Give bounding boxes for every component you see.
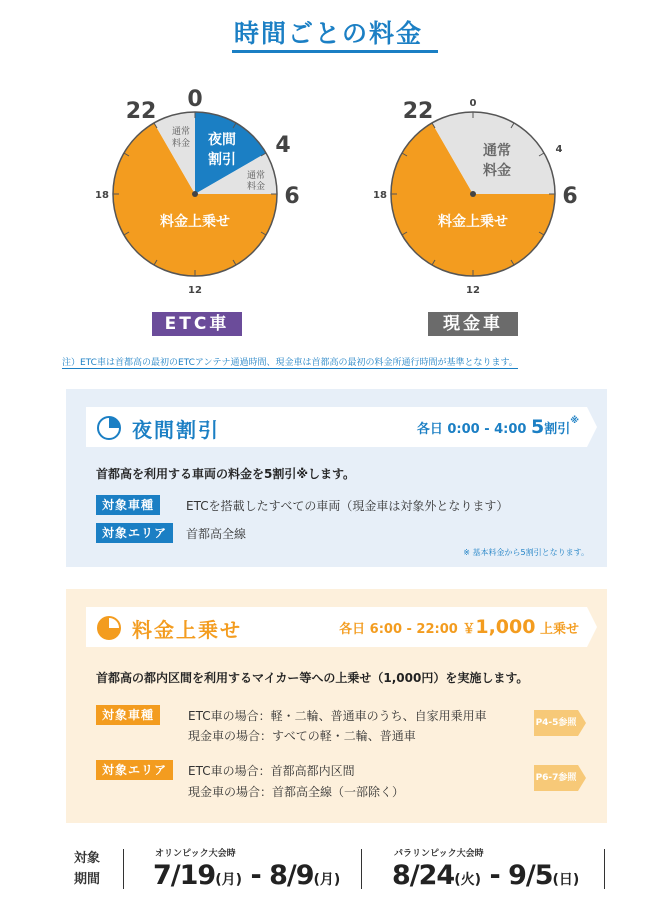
etc-normal-right-2: 料金: [246, 182, 266, 192]
cash-normal-label-2: 料金: [483, 163, 511, 179]
cash-car-label: 現金車: [428, 312, 518, 336]
night-area-value: 首都高全線: [186, 527, 247, 541]
night-discount-header: [86, 407, 587, 447]
surcharge-area-value-etc: ETC車の場合：首都高都内区間: [188, 764, 355, 778]
cash-hour-18: 18: [373, 190, 387, 201]
cash-clock: [373, 82, 593, 302]
vehicle-page-ref[interactable]: P4-5参照: [534, 710, 578, 736]
area-page-ref[interactable]: P6-7参照: [534, 765, 578, 791]
olympic-start: 7/19: [153, 860, 216, 891]
etc-night-label-2: 割引: [208, 152, 236, 168]
etc-night-label-1: 夜間: [208, 132, 236, 148]
night-discount-schedule: [417, 416, 579, 438]
paralympic-dates: [392, 860, 579, 891]
cash-hour-4: 4: [555, 144, 563, 155]
cash-normal-label-1: 通常: [483, 143, 511, 159]
olympic-dates: [153, 860, 340, 891]
surcharge-schedule: [339, 616, 579, 638]
surcharge-vehicle-value-cash: 現金車の場合：すべての軽・二輪、普通車: [188, 729, 416, 743]
etc-hour-6: 6: [284, 184, 300, 209]
night-lead: 首都高を利用する車両の料金を5割引※します。: [96, 467, 356, 481]
etc-hour-4: 4: [275, 133, 291, 158]
cash-hour-22: 22: [402, 99, 434, 124]
night-vehicle-value: ETCを搭載したすべての車両（現金車は対象外となります）: [186, 499, 509, 513]
period-label-line1: 対象: [73, 851, 100, 866]
period-label-line2: 期間: [73, 872, 100, 887]
paralympic-end-dow: (日): [552, 872, 580, 888]
cash-hour-12: 12: [466, 285, 480, 296]
clock-three-quarter-icon: [96, 615, 122, 641]
night-schedule-time: 各日 0:00 - 4:00: [416, 422, 527, 437]
olympic-end-dow: (月): [313, 872, 341, 888]
surcharge-area-badge: 対象エリア: [96, 760, 173, 780]
etc-normal-left-2: 料金: [171, 139, 191, 149]
olympic-dash: -: [250, 860, 261, 891]
etc-normal-left-1: 通常: [171, 127, 191, 137]
etc-hour-0: 0: [187, 87, 203, 112]
etc-car-label: ETC車: [152, 312, 242, 336]
olympic-name: オリンピック大会時: [155, 849, 236, 859]
surcharge-header: [86, 607, 587, 647]
night-area-badge: 対象エリア: [96, 523, 173, 543]
etc-hour-18: 18: [95, 190, 109, 201]
surcharge-title: 料金上乗せ: [132, 618, 242, 642]
surcharge-schedule-time: 各日 6:00 - 22:00 ￥: [339, 622, 476, 637]
night-schedule-suffix: 割引: [544, 422, 571, 437]
etc-normal-right-1: 通常: [246, 171, 266, 181]
page-title: 時間ごとの料金: [233, 19, 423, 48]
period-label: [64, 848, 110, 890]
etc-hour-12: 12: [188, 285, 202, 296]
paralympic-name: パラリンピック大会時: [394, 849, 484, 859]
cash-hour-6: 6: [562, 184, 578, 209]
title-underline: [232, 50, 438, 53]
night-discount-title: 夜間割引: [132, 418, 220, 442]
surcharge-lead: 首都高の都内区間を利用するマイカー等への上乗せ（1,000円）を実施します。: [96, 671, 529, 685]
surcharge-area-value-cash: 現金車の場合：首都高全線（一部除く）: [188, 785, 405, 799]
cash-surcharge-label: 料金上乗せ: [438, 214, 508, 230]
period-divider-right: [604, 849, 605, 889]
surcharge-panel: [66, 589, 607, 823]
olympic-end: 8/9: [269, 860, 314, 891]
etc-surcharge-label: 料金上乗せ: [160, 214, 230, 230]
period-divider-middle: [361, 849, 362, 889]
surcharge-schedule-amount: 1,000: [475, 616, 536, 638]
night-footnote: ※ 基本料金から5割引となります。: [463, 548, 589, 557]
etc-clock: [95, 82, 315, 302]
etc-hour-22: 22: [125, 99, 157, 124]
night-vehicle-badge: 対象車種: [96, 495, 160, 515]
night-schedule-rate: 5: [531, 416, 545, 438]
night-schedule-mark: ※: [570, 416, 579, 426]
olympic-start-dow: (月): [215, 872, 243, 888]
period-divider-left: [123, 849, 124, 889]
night-discount-panel: [66, 389, 607, 567]
timing-note: 注）ETC車は首都高の最初のETCアンテナ通過時間、現金車は首都高の最初の料金所通行時間が基準となります。: [62, 355, 518, 369]
paralympic-start: 8/24: [392, 860, 455, 891]
surcharge-schedule-suffix: 上乗せ: [539, 622, 579, 637]
paralympic-end: 9/5: [508, 860, 553, 891]
surcharge-vehicle-badge: 対象車種: [96, 705, 160, 725]
paralympic-start-dow: (火): [454, 872, 482, 888]
paralympic-dash: -: [489, 860, 500, 891]
cash-hour-0: 0: [469, 98, 477, 109]
surcharge-vehicle-value-etc: ETC車の場合：軽・二輪、普通車のうち、自家用乗用車: [188, 709, 487, 723]
clock-quarter-icon: [96, 415, 122, 441]
